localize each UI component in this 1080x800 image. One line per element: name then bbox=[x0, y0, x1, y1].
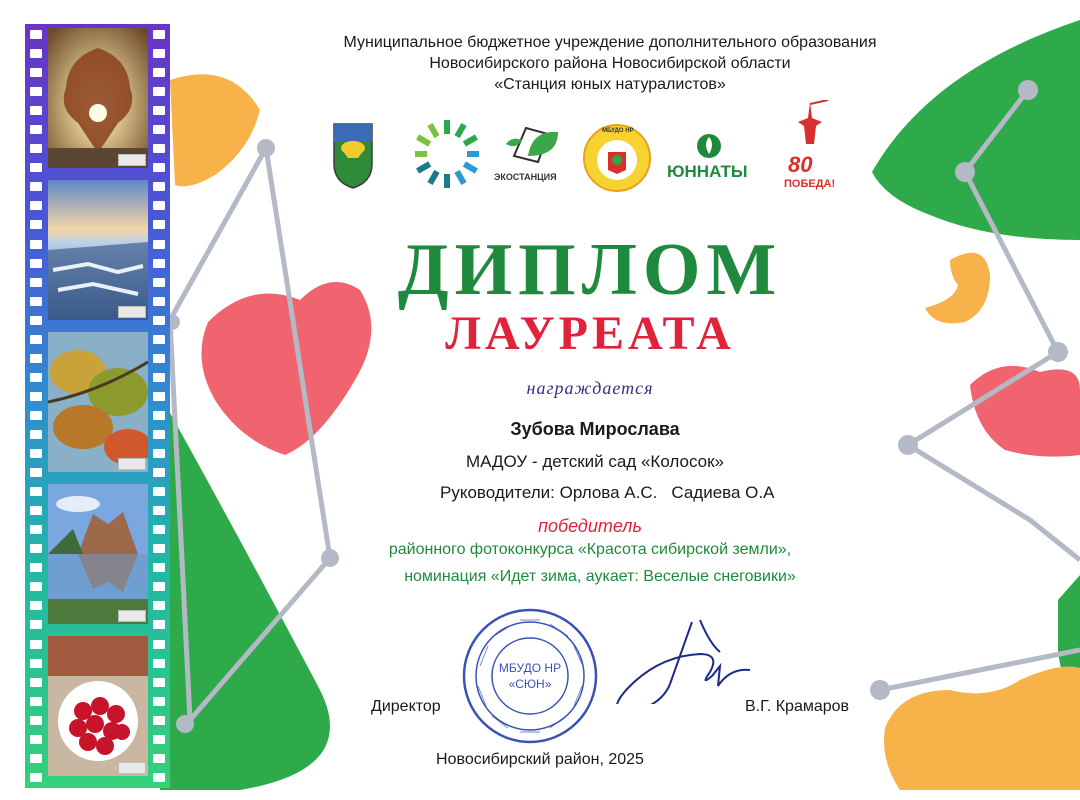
film-perforations-left bbox=[30, 30, 44, 782]
orange-blob-mid-right bbox=[925, 253, 990, 324]
coat-of-arms-logo bbox=[332, 118, 374, 190]
film-perforations-right bbox=[153, 30, 167, 782]
place-year: Новосибирский район, 2025 bbox=[436, 751, 644, 768]
yunnaty-logo bbox=[665, 132, 765, 182]
photo-autumn-leaf bbox=[48, 28, 148, 168]
org-line-3: «Станция юных натуралистов» bbox=[494, 76, 726, 93]
stamp-center-line1: МБУДО НР bbox=[498, 661, 562, 675]
org-line-2: Новосибирского района Новосибирской области bbox=[429, 55, 791, 72]
diploma-title: ДИПЛОМ bbox=[397, 229, 783, 311]
eco-station-logo bbox=[488, 116, 578, 196]
nomination-name: номинация «Идет зима, аукает: Веселые снеговики» bbox=[404, 568, 796, 585]
handwritten-signature bbox=[600, 614, 780, 704]
photo-raspberries bbox=[48, 636, 148, 776]
organization-header bbox=[230, 32, 990, 95]
recipient-institution: МАДОУ - детский сад «Колосок» bbox=[465, 452, 725, 471]
awarded-label: награждается bbox=[526, 378, 654, 398]
leaders-line bbox=[440, 483, 900, 503]
contest-name: районного фотоконкурса «Красота сибирской земли», bbox=[388, 541, 792, 558]
official-stamp bbox=[460, 606, 600, 746]
org-line-1: Муниципальное бюджетное учреждение дополнительного образования bbox=[343, 34, 877, 51]
diploma-subtitle: ЛАУРЕАТА bbox=[445, 307, 735, 360]
pobeda-80-logo bbox=[782, 100, 838, 200]
winner-status: победитель bbox=[538, 516, 642, 536]
leaders-label: Руководители: Орлова А.С. bbox=[440, 483, 658, 502]
leader-second: Садиева О.А bbox=[671, 483, 775, 502]
pobeda-number: 80 bbox=[788, 152, 813, 177]
recipient-name: Зубова Мирослава bbox=[510, 419, 680, 439]
photo-autumn-branches bbox=[48, 332, 148, 472]
director-label: Директор bbox=[371, 698, 441, 715]
mbudo-badge-logo bbox=[580, 116, 654, 196]
photo-winter-river bbox=[48, 180, 148, 320]
pink-heart-right bbox=[970, 366, 1080, 457]
logos-row bbox=[320, 96, 840, 201]
yunnaty-label: ЮННАТЫ bbox=[667, 162, 748, 181]
pobeda-word: ПОБЕДА! bbox=[784, 178, 836, 190]
film-strip bbox=[25, 24, 170, 788]
director-name: В.Г. Крамаров bbox=[745, 698, 850, 715]
photo-lake-rocks bbox=[48, 484, 148, 624]
mbudo-badge-label: МБУДО НР bbox=[602, 128, 634, 134]
eco-station-label: ЭКОСТАНЦИЯ bbox=[494, 172, 557, 182]
stamp-center-line2: «СЮН» bbox=[508, 677, 552, 691]
nature-flower-logo bbox=[415, 114, 479, 194]
